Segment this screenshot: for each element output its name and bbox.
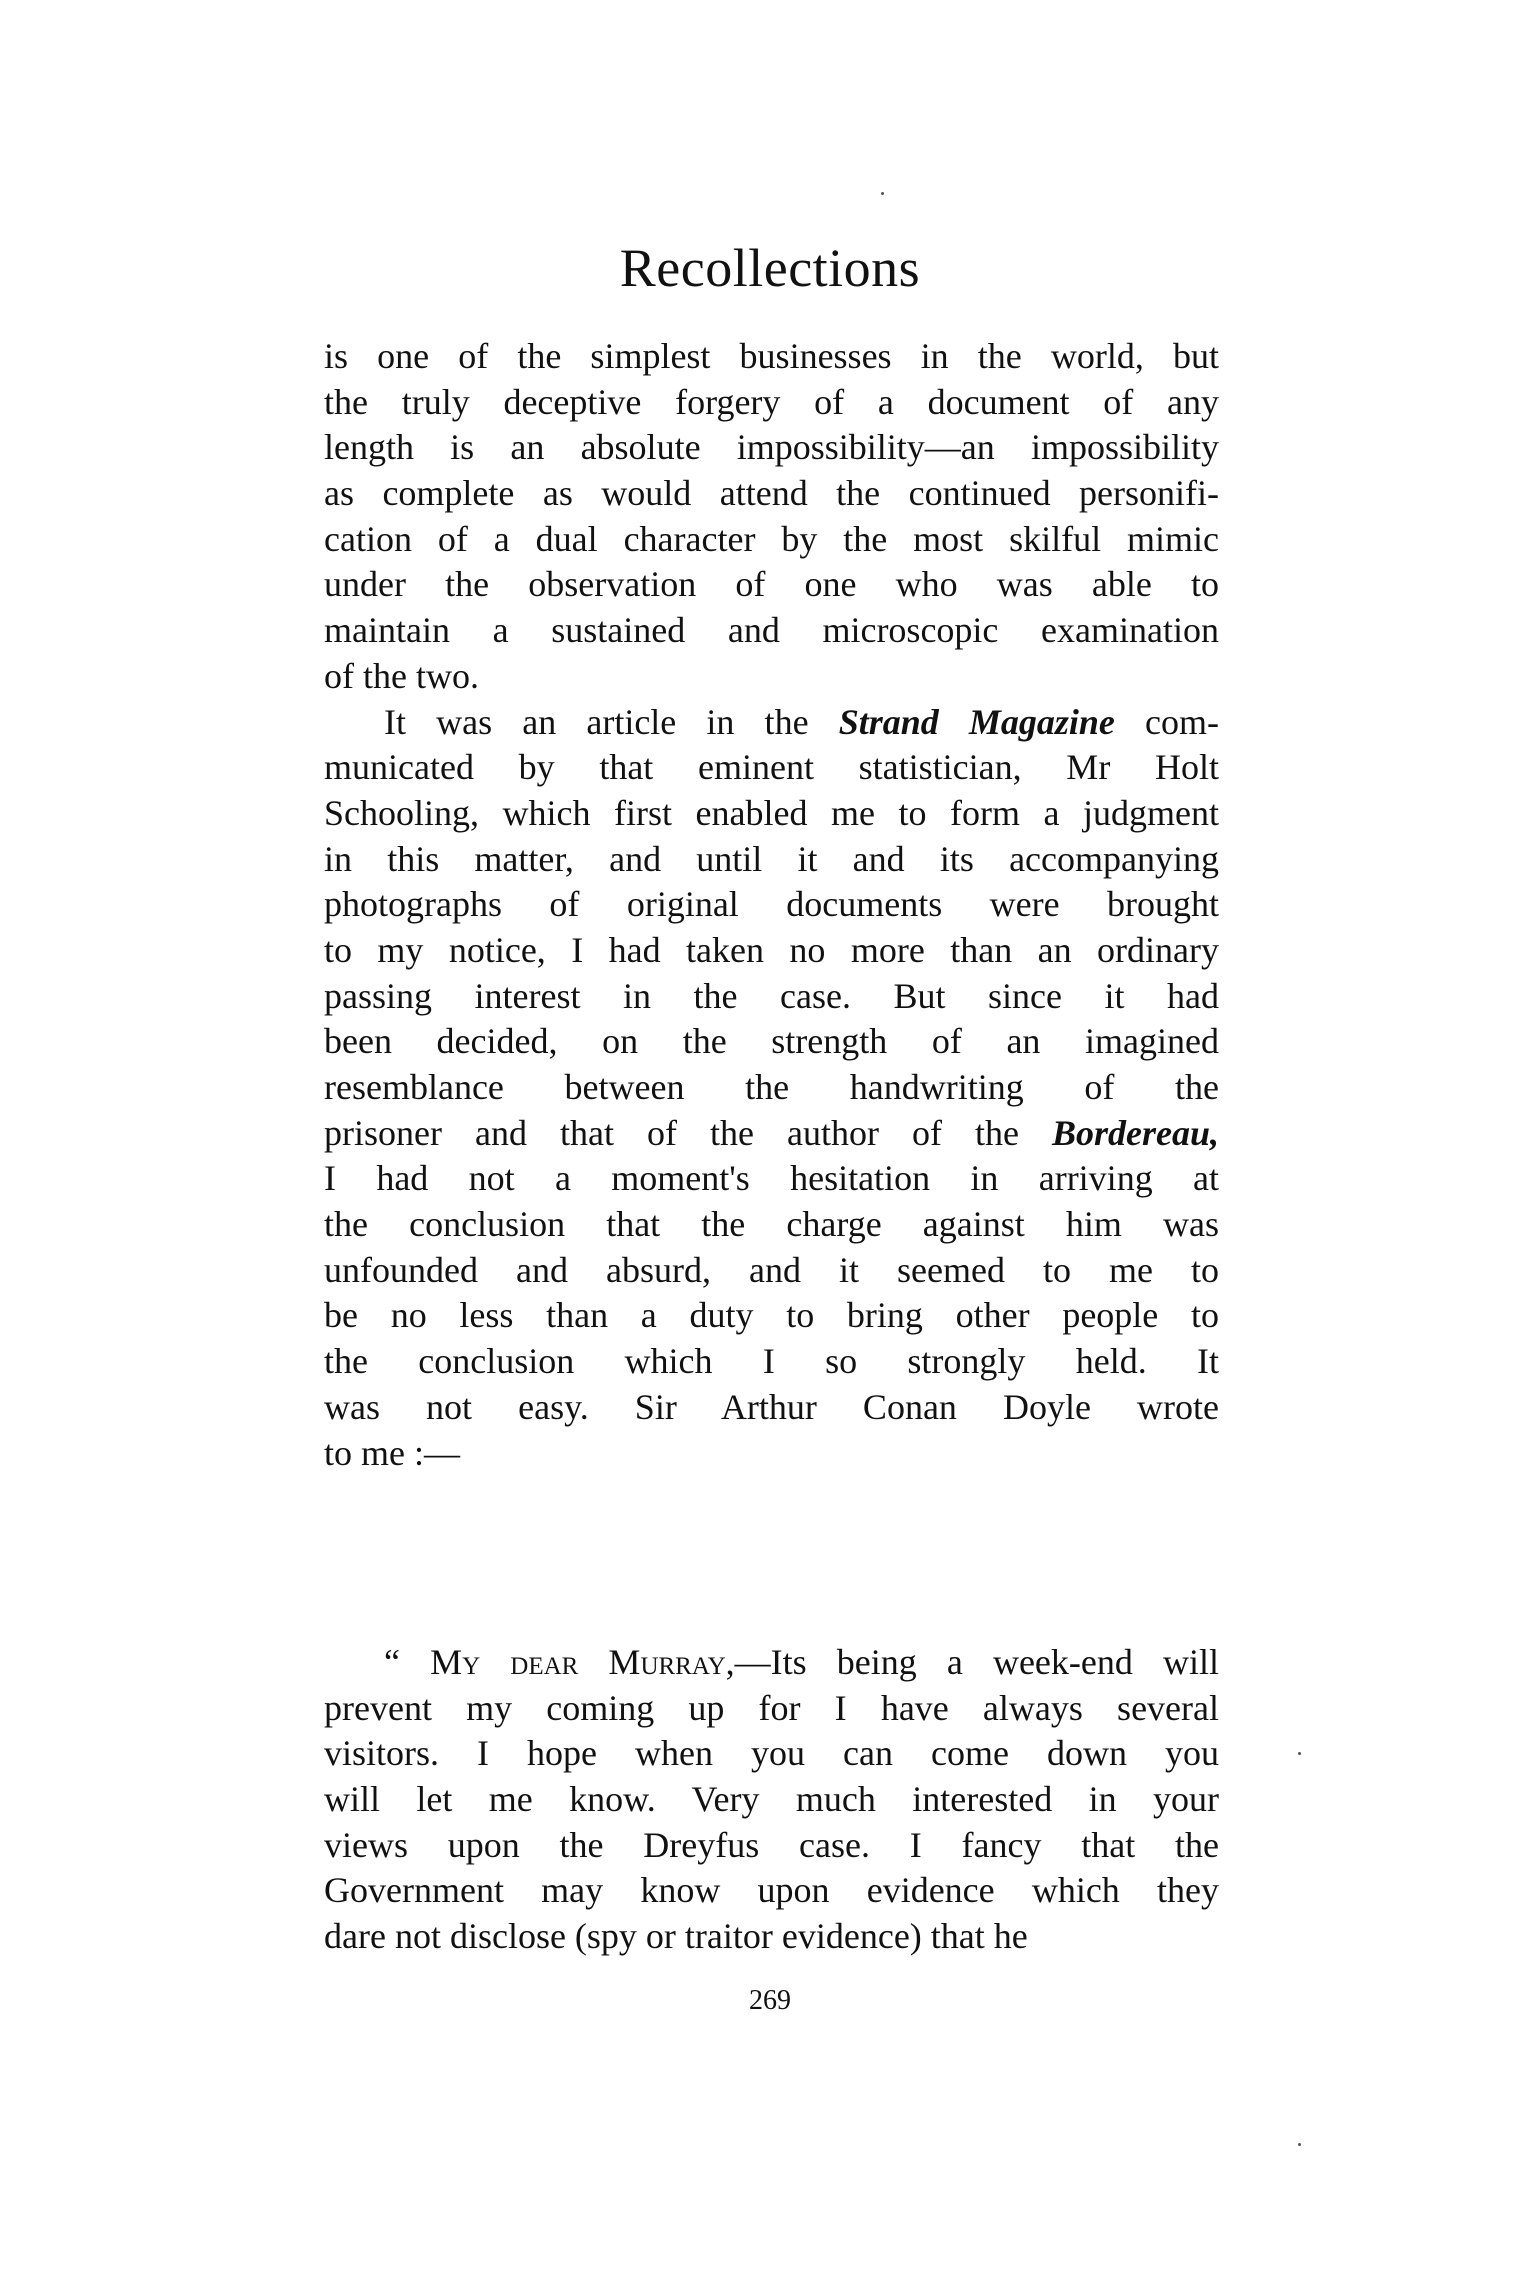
text-line — [324, 1686, 1219, 1732]
scan-speck — [881, 192, 884, 195]
text-segment: Government may know upon evidence which they — [324, 1870, 1219, 1911]
text-line — [324, 334, 1219, 380]
text-segment: to my notice, I had taken no more than an ordinary — [324, 929, 1219, 970]
text-segment: the truly deceptive forgery of a document of any — [324, 381, 1219, 422]
page-number: 269 — [749, 1985, 791, 2016]
text-segment: resemblance between the handwriting of the — [324, 1067, 1219, 1107]
text-segment: municated by that eminent statistician, Mr Holt — [324, 747, 1219, 788]
text-line — [324, 1431, 1219, 1477]
text-segment: been decided, on the strength of an imagined — [324, 1021, 1219, 1062]
italic-title: Strand Magazine — [838, 701, 1115, 742]
paragraph — [324, 1640, 1219, 1960]
text-line — [324, 1868, 1219, 1914]
text-segment: prisoner and that of the author of the — [324, 1112, 1052, 1153]
text-line — [324, 882, 1219, 928]
text-line — [324, 1339, 1219, 1385]
text-line — [324, 700, 1219, 746]
text-line — [324, 1731, 1219, 1777]
text-line — [324, 1019, 1219, 1065]
text-segment: maintain a sustained and microscopic examination — [324, 610, 1219, 651]
text-segment: of the two. — [324, 655, 479, 696]
text-line — [324, 1202, 1219, 1248]
text-line — [324, 380, 1219, 426]
text-line — [324, 1065, 1219, 1111]
text-segment: length is an absolute impossibility—an impossibility — [324, 427, 1219, 468]
text-line — [324, 1385, 1219, 1431]
text-line — [324, 608, 1219, 654]
text-line — [324, 1111, 1219, 1157]
text-segment: passing interest in the case. But since it had — [324, 975, 1219, 1016]
text-segment: —Its being a week-end will — [734, 1642, 1219, 1682]
text-line — [324, 745, 1219, 791]
text-line — [324, 1777, 1219, 1823]
text-line — [324, 1156, 1219, 1202]
text-segment: I had not a moment's hesitation in arriving at — [324, 1158, 1219, 1199]
text-line — [324, 1248, 1219, 1294]
text-segment: unfounded and absurd, and it seemed to me to — [324, 1249, 1219, 1290]
text-line — [324, 1293, 1219, 1339]
text-line — [324, 425, 1219, 471]
text-segment: under the observation of one who was able to — [324, 564, 1219, 605]
scan-speck — [1298, 2143, 1301, 2146]
text-segment: as complete as would attend the continued personifi- — [324, 473, 1219, 514]
text-line — [324, 517, 1219, 563]
text-segment: Schooling, which first enabled me to form a judgment — [324, 792, 1219, 833]
text-segment: cation of a dual character by the most skilful mimic — [324, 518, 1219, 559]
text-segment: It was an article in the — [384, 701, 839, 742]
paragraph — [324, 334, 1219, 700]
text-segment: the conclusion that the charge against him was — [324, 1204, 1219, 1245]
text-line — [324, 1823, 1219, 1869]
text-segment: was not easy. Sir Arthur Conan Doyle wrote — [324, 1386, 1219, 1427]
running-head: Recollections — [619, 238, 921, 298]
text-segment: “ — [384, 1642, 431, 1682]
paragraph — [324, 700, 1219, 1477]
text-line — [324, 974, 1219, 1020]
text-line — [324, 1914, 1219, 1960]
text-line — [324, 837, 1219, 883]
salutation: My dear Murray, — [430, 1642, 735, 1682]
text-segment: is one of the simplest businesses in the world, but — [324, 336, 1219, 376]
text-line — [324, 1640, 1219, 1686]
scan-speck — [1298, 1752, 1301, 1755]
text-segment: dare not disclose (spy or traitor evidence) that he — [324, 1916, 1028, 1957]
text-line — [324, 791, 1219, 837]
text-segment: photographs of original documents were brought — [324, 884, 1219, 925]
text-segment: views upon the Dreyfus case. I fancy that the — [324, 1824, 1219, 1865]
text-segment: will let me know. Very much interested in your — [324, 1779, 1219, 1820]
text-segment: prevent my coming up for I have always several — [324, 1687, 1219, 1728]
body-text — [324, 334, 1219, 1476]
italic-title: Bordereau, — [1051, 1112, 1219, 1153]
text-segment: be no less than a duty to bring other people to — [324, 1295, 1219, 1336]
text-segment: in this matter, and until it and its accompanying — [324, 838, 1219, 879]
text-segment: the conclusion which I so strongly held. It — [324, 1341, 1219, 1382]
text-line — [324, 471, 1219, 517]
text-segment: com- — [1114, 701, 1220, 742]
text-segment: to me :— — [324, 1432, 460, 1473]
text-segment: visitors. I hope when you can come down you — [324, 1733, 1219, 1774]
quoted-letter — [324, 1640, 1219, 1960]
text-line — [324, 928, 1219, 974]
text-line — [324, 654, 1219, 700]
text-line — [324, 562, 1219, 608]
